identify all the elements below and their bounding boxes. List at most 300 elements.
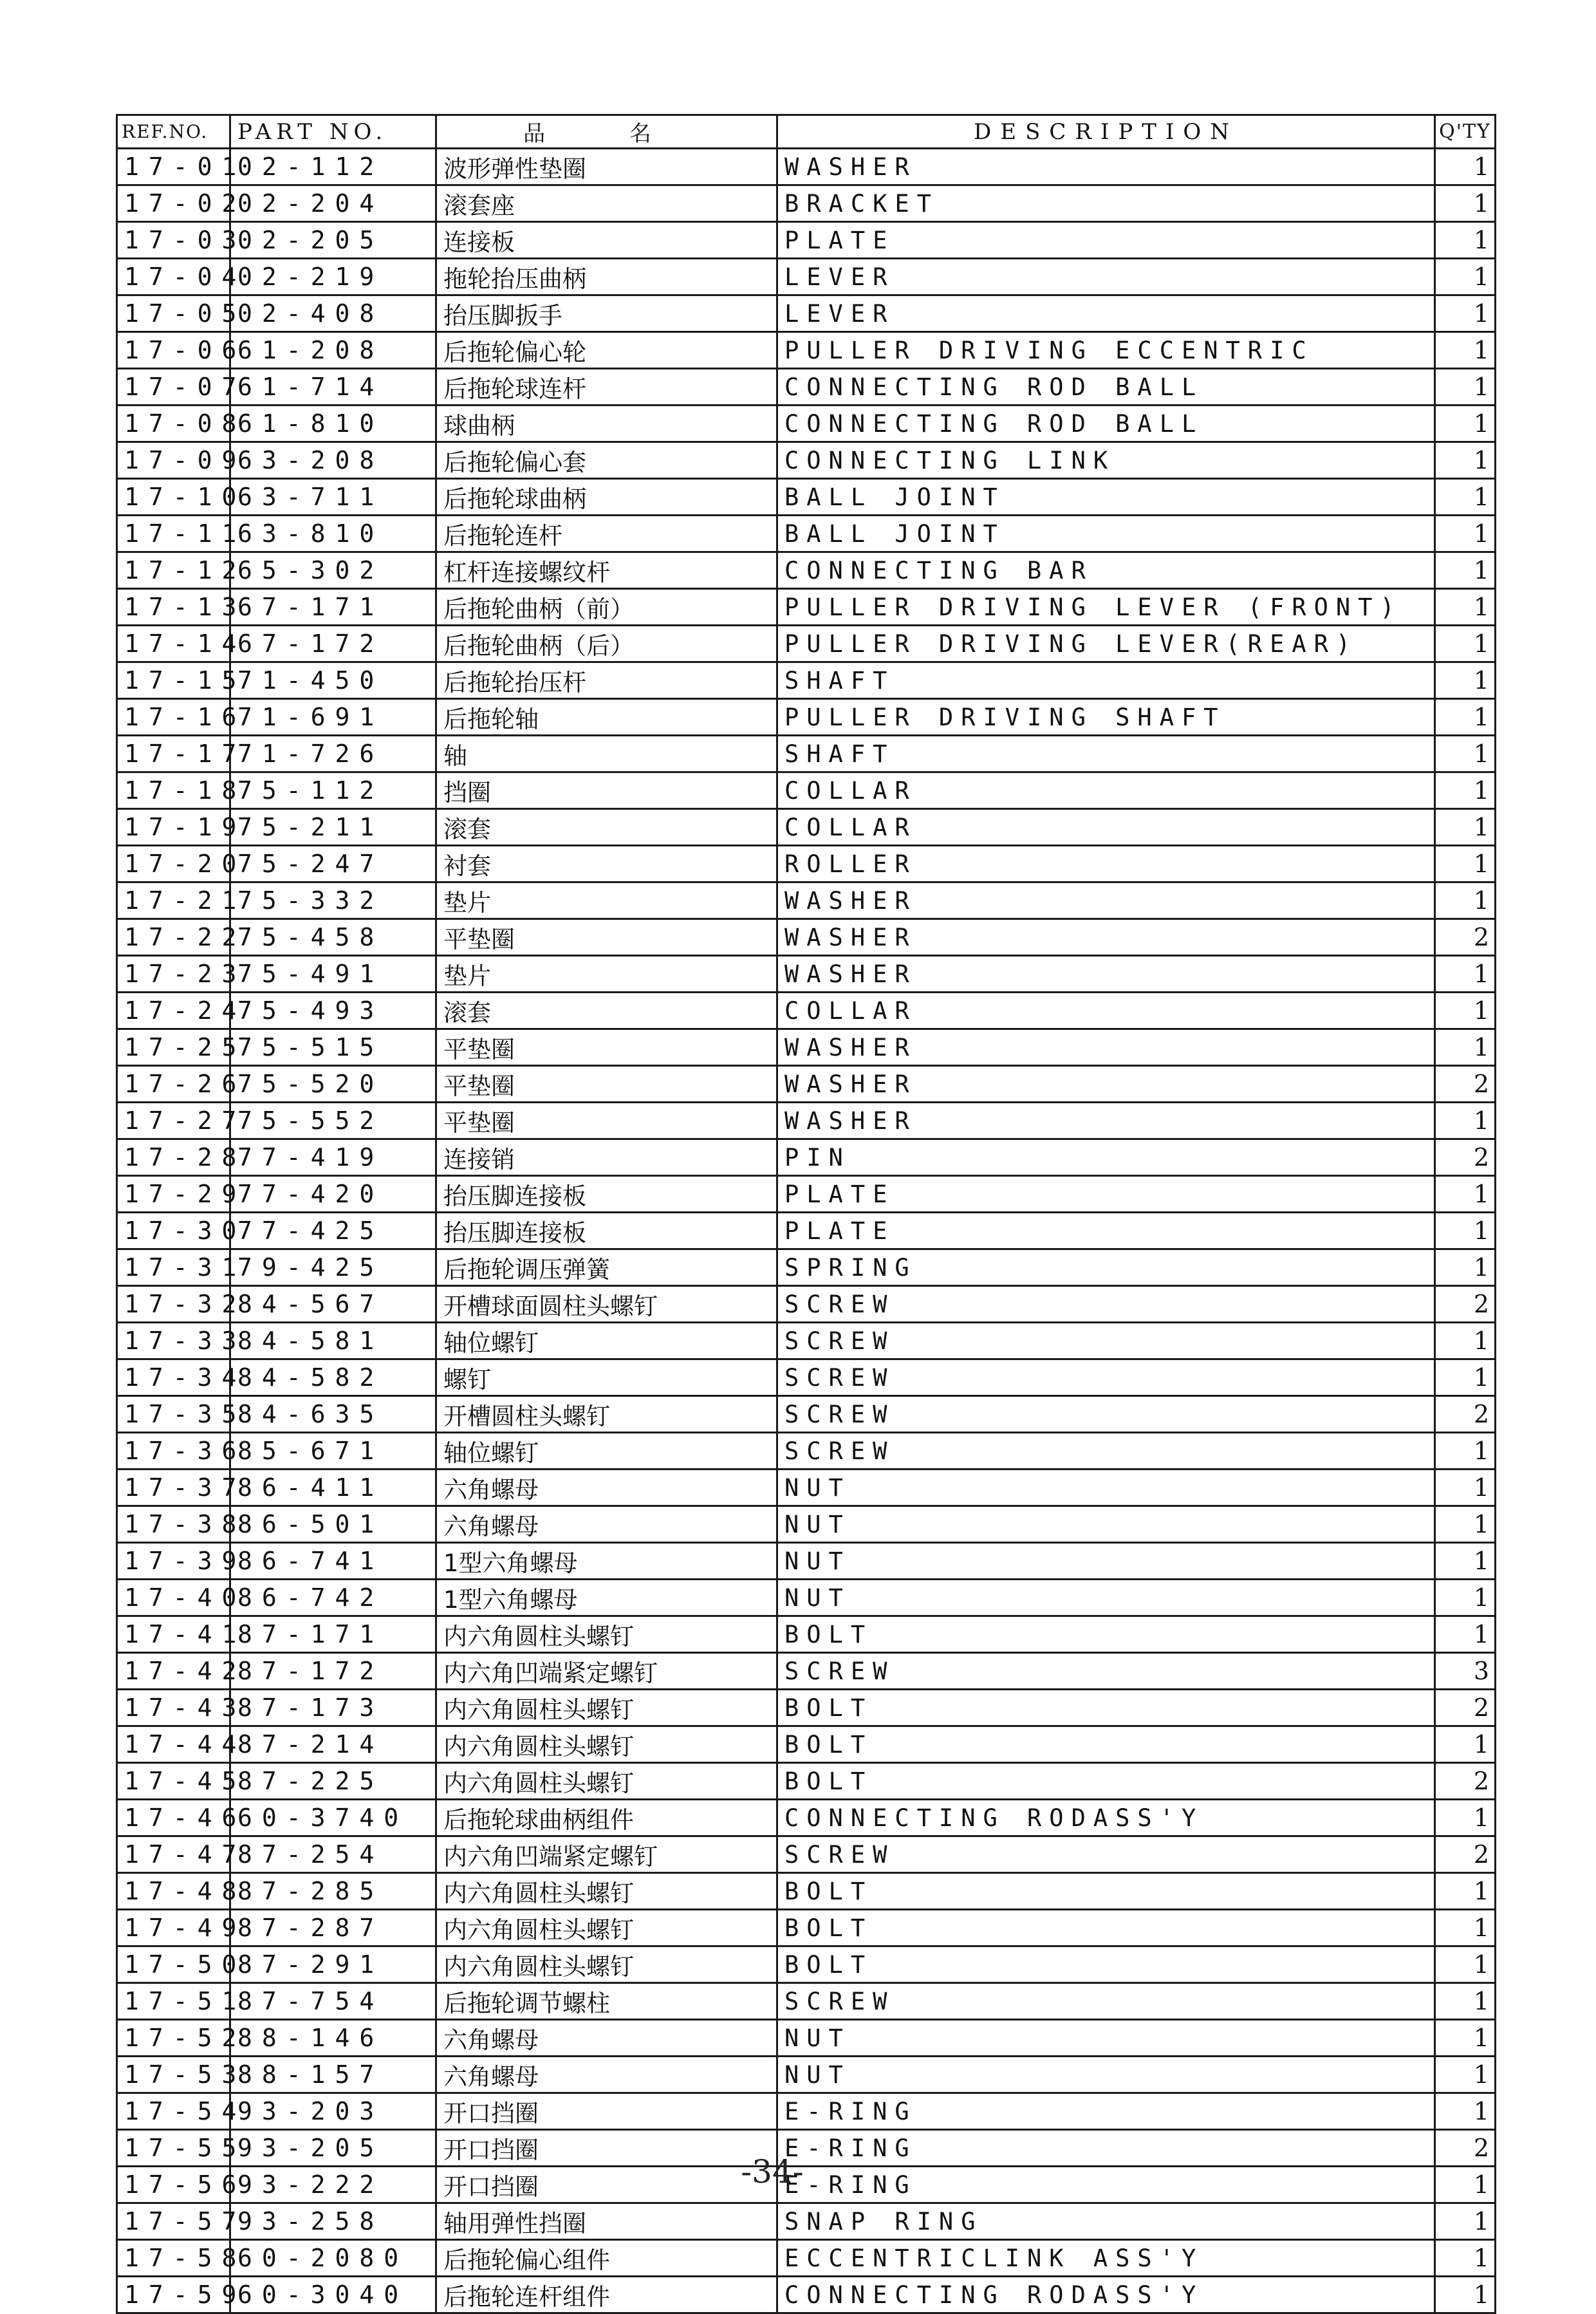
part-no-cell: 60-3040 [230,2277,436,2313]
ref-no-cell: 17-31 [117,1249,230,1286]
table-row [117,552,1496,589]
ref-no-cell: 17-40 [117,1580,230,1616]
part-no-cell: 71-450 [230,662,436,699]
description-cell: SCREW [777,1323,1435,1359]
part-no-cell: 75-247 [230,846,436,882]
ref-no-cell: 17-22 [117,919,230,956]
quantity-cell: 2 [1435,1396,1496,1433]
description-cell: BOLT [777,1946,1435,1983]
part-no-cell: 75-211 [230,809,436,846]
ref-no-cell: 17-42 [117,1653,230,1690]
table-row [117,369,1496,406]
ref-no-cell: 17-26 [117,1066,230,1103]
header-part-name-cn: 品 名 [436,115,777,149]
part-no-cell: 93-205 [230,2130,436,2167]
quantity-cell: 1 [1435,1470,1496,1506]
part-name-cn-cell: 轴用弹性挡圈 [436,2203,777,2240]
ref-no-cell: 17-06 [117,332,230,369]
part-name-cn-cell: 后拖轮曲柄（前） [436,589,777,626]
table-row [117,1910,1496,1946]
part-name-cn-cell: 开口挡圈 [436,2130,777,2167]
table-header [117,115,1496,149]
ref-no-cell: 17-37 [117,1470,230,1506]
part-no-cell: 75-458 [230,919,436,956]
ref-no-cell: 17-49 [117,1910,230,1946]
quantity-cell: 1 [1435,1726,1496,1763]
quantity-cell: 2 [1435,1066,1496,1103]
table-row [117,2277,1496,2313]
part-name-cn-cell: 螺钉 [436,1359,777,1396]
ref-no-cell: 17-03 [117,222,230,259]
table-row [117,626,1496,662]
ref-no-cell: 17-27 [117,1103,230,1139]
part-no-cell: 02-408 [230,295,436,332]
table-row [117,1249,1496,1286]
table-row [117,479,1496,516]
quantity-cell: 1 [1435,516,1496,552]
description-cell: BOLT [777,1726,1435,1763]
description-cell: CONNECTING LINK [777,442,1435,479]
quantity-cell: 1 [1435,1249,1496,1286]
description-cell: CONNECTING BAR [777,552,1435,589]
part-no-cell: 75-493 [230,993,436,1029]
description-cell: BALL JOINT [777,479,1435,516]
part-name-cn-cell: 球曲柄 [436,406,777,442]
part-name-cn-cell: 平垫圈 [436,919,777,956]
description-cell: CONNECTING RODASS'Y [777,2277,1435,2313]
description-cell: WASHER [777,1029,1435,1066]
ref-no-cell: 17-34 [117,1359,230,1396]
ref-no-cell: 17-57 [117,2203,230,2240]
table-row [117,222,1496,259]
part-name-cn-cell: 后拖轮偏心组件 [436,2240,777,2277]
ref-no-cell: 17-58 [117,2240,230,2277]
description-cell: COLLAR [777,809,1435,846]
part-name-cn-cell: 垫片 [436,882,777,919]
ref-no-cell: 17-05 [117,295,230,332]
part-name-cn-cell: 六角螺母 [436,1470,777,1506]
part-name-cn-cell: 内六角凹端紧定螺钉 [436,1836,777,1873]
quantity-cell: 1 [1435,1029,1496,1066]
part-name-cn-cell: 内六角圆柱头螺钉 [436,1873,777,1910]
quantity-cell: 1 [1435,993,1496,1029]
table-row [117,1580,1496,1616]
part-no-cell: 71-691 [230,699,436,736]
part-name-cn-cell: 挡圈 [436,772,777,809]
description-cell: SCREW [777,1286,1435,1323]
part-name-cn-cell: 连接销 [436,1139,777,1176]
part-name-cn-cell: 后拖轮球曲柄 [436,479,777,516]
table-row [117,919,1496,956]
table-row [117,1763,1496,1800]
quantity-cell: 2 [1435,1763,1496,1800]
quantity-cell: 1 [1435,1433,1496,1470]
ref-no-cell: 17-28 [117,1139,230,1176]
table-row [117,1653,1496,1690]
part-name-cn-cell: 轴 [436,736,777,772]
part-no-cell: 67-171 [230,589,436,626]
part-no-cell: 75-332 [230,882,436,919]
description-cell: SCREW [777,1359,1435,1396]
part-no-cell: 61-208 [230,332,436,369]
table-row [117,2020,1496,2057]
part-no-cell: 87-254 [230,1836,436,1873]
description-cell: NUT [777,1470,1435,1506]
ref-no-cell: 17-55 [117,2130,230,2167]
table-row [117,699,1496,736]
header-part-no: PART NO. [230,115,436,149]
description-cell: CONNECTING ROD BALL [777,369,1435,406]
table-row [117,1506,1496,1543]
ref-no-cell: 17-52 [117,2020,230,2057]
description-cell: NUT [777,2020,1435,2057]
quantity-cell: 3 [1435,1653,1496,1690]
table-row [117,1433,1496,1470]
description-cell: SNAP RING [777,2203,1435,2240]
part-no-cell: 87-287 [230,1910,436,1946]
table-row [117,2093,1496,2130]
ref-no-cell: 17-24 [117,993,230,1029]
description-cell: ECCENTRICLINK ASS'Y [777,2240,1435,2277]
ref-no-cell: 17-51 [117,1983,230,2020]
part-name-cn-cell: 开口挡圈 [436,2167,777,2203]
quantity-cell: 1 [1435,185,1496,222]
description-cell: WASHER [777,149,1435,185]
part-no-cell: 60-3740 [230,1800,436,1836]
part-name-cn-cell: 内六角圆柱头螺钉 [436,1910,777,1946]
ref-no-cell: 17-01 [117,149,230,185]
description-cell: COLLAR [777,993,1435,1029]
part-name-cn-cell: 六角螺母 [436,2020,777,2057]
part-no-cell: 88-146 [230,2020,436,2057]
quantity-cell: 1 [1435,846,1496,882]
part-name-cn-cell: 后拖轮曲柄（后） [436,626,777,662]
quantity-cell: 1 [1435,809,1496,846]
description-cell: PLATE [777,1176,1435,1213]
part-name-cn-cell: 内六角圆柱头螺钉 [436,1690,777,1726]
ref-no-cell: 17-04 [117,259,230,295]
part-name-cn-cell: 后拖轮连杆 [436,516,777,552]
description-cell: NUT [777,2057,1435,2093]
quantity-cell: 1 [1435,662,1496,699]
ref-no-cell: 17-23 [117,956,230,993]
table-row [117,516,1496,552]
part-name-cn-cell: 后拖轮调压弹簧 [436,1249,777,1286]
description-cell: WASHER [777,919,1435,956]
table-row [117,1359,1496,1396]
part-no-cell: 85-671 [230,1433,436,1470]
ref-no-cell: 17-09 [117,442,230,479]
quantity-cell: 1 [1435,479,1496,516]
part-no-cell: 86-741 [230,1543,436,1580]
part-name-cn-cell: 衬套 [436,846,777,882]
ref-no-cell: 17-14 [117,626,230,662]
quantity-cell: 1 [1435,1213,1496,1249]
quantity-cell: 1 [1435,1580,1496,1616]
ref-no-cell: 17-44 [117,1726,230,1763]
quantity-cell: 2 [1435,1139,1496,1176]
part-name-cn-cell: 滚套座 [436,185,777,222]
table-row [117,1616,1496,1653]
part-name-cn-cell: 平垫圈 [436,1103,777,1139]
ref-no-cell: 17-56 [117,2167,230,2203]
quantity-cell: 1 [1435,259,1496,295]
table-row [117,1139,1496,1176]
description-cell: BOLT [777,1616,1435,1653]
description-cell: LEVER [777,295,1435,332]
part-no-cell: 02-204 [230,185,436,222]
ref-no-cell: 17-11 [117,516,230,552]
table-row [117,1543,1496,1580]
table-row [117,332,1496,369]
quantity-cell: 1 [1435,149,1496,185]
part-name-cn-cell: 滚套 [436,993,777,1029]
ref-no-cell: 17-08 [117,406,230,442]
part-no-cell: 87-285 [230,1873,436,1910]
table-row [117,1213,1496,1249]
part-no-cell: 60-2080 [230,2240,436,2277]
table-row [117,149,1496,185]
quantity-cell: 2 [1435,2130,1496,2167]
part-name-cn-cell: 杠杆连接螺纹杆 [436,552,777,589]
description-cell: LEVER [777,259,1435,295]
quantity-cell: 1 [1435,406,1496,442]
table-row [117,406,1496,442]
part-no-cell: 93-203 [230,2093,436,2130]
part-name-cn-cell: 后拖轮连杆组件 [436,2277,777,2313]
table-row [117,259,1496,295]
ref-no-cell: 17-46 [117,1800,230,1836]
table-row [117,1176,1496,1213]
table-row [117,846,1496,882]
table-row [117,1066,1496,1103]
ref-no-cell: 17-18 [117,772,230,809]
ref-no-cell: 17-02 [117,185,230,222]
part-name-cn-cell: 抬压脚扳手 [436,295,777,332]
part-no-cell: 02-219 [230,259,436,295]
ref-no-cell: 17-10 [117,479,230,516]
part-no-cell: 84-582 [230,1359,436,1396]
table-row [117,1800,1496,1836]
part-no-cell: 86-501 [230,1506,436,1543]
ref-no-cell: 17-15 [117,662,230,699]
description-cell: BOLT [777,1910,1435,1946]
part-no-cell: 75-515 [230,1029,436,1066]
part-name-cn-cell: 轴位螺钉 [436,1433,777,1470]
part-no-cell: 87-171 [230,1616,436,1653]
ref-no-cell: 17-39 [117,1543,230,1580]
description-cell: SHAFT [777,662,1435,699]
part-no-cell: 75-520 [230,1066,436,1103]
table-row [117,736,1496,772]
part-name-cn-cell: 平垫圈 [436,1029,777,1066]
part-no-cell: 93-258 [230,2203,436,2240]
part-name-cn-cell: 内六角圆柱头螺钉 [436,1946,777,1983]
part-no-cell: 75-552 [230,1103,436,1139]
ref-no-cell: 17-48 [117,1873,230,1910]
description-cell: SCREW [777,1433,1435,1470]
ref-no-cell: 17-54 [117,2093,230,2130]
description-cell: NUT [777,1506,1435,1543]
ref-no-cell: 17-12 [117,552,230,589]
description-cell: SHAFT [777,736,1435,772]
ref-no-cell: 17-33 [117,1323,230,1359]
part-name-cn-cell: 连接板 [436,222,777,259]
part-name-cn-cell: 后拖轮球曲柄组件 [436,1800,777,1836]
part-no-cell: 63-208 [230,442,436,479]
description-cell: CONNECTING RODASS'Y [777,1800,1435,1836]
table-row [117,1470,1496,1506]
part-name-cn-cell: 后拖轮调节螺柱 [436,1983,777,2020]
part-no-cell: 86-411 [230,1470,436,1506]
part-no-cell: 93-222 [230,2167,436,2203]
part-no-cell: 77-419 [230,1139,436,1176]
quantity-cell: 1 [1435,626,1496,662]
quantity-cell: 1 [1435,1103,1496,1139]
page-number: -34- [741,2153,804,2190]
description-cell: WASHER [777,1103,1435,1139]
part-name-cn-cell: 六角螺母 [436,2057,777,2093]
part-no-cell: 65-302 [230,552,436,589]
quantity-cell: 1 [1435,332,1496,369]
quantity-cell: 1 [1435,1983,1496,2020]
quantity-cell: 1 [1435,1800,1496,1836]
part-name-cn-cell: 拖轮抬压曲柄 [436,259,777,295]
quantity-cell: 1 [1435,1323,1496,1359]
part-no-cell: 87-225 [230,1763,436,1800]
quantity-cell: 1 [1435,2240,1496,2277]
part-name-cn-cell: 开口挡圈 [436,2093,777,2130]
part-name-cn-cell: 六角螺母 [436,1506,777,1543]
part-name-cn-cell: 内六角圆柱头螺钉 [436,1726,777,1763]
ref-no-cell: 17-16 [117,699,230,736]
ref-no-cell: 17-07 [117,369,230,406]
table-row [117,2203,1496,2240]
table-row [117,442,1496,479]
part-name-cn-cell: 抬压脚连接板 [436,1176,777,1213]
part-name-cn-cell: 抬压脚连接板 [436,1213,777,1249]
description-cell: SPRING [777,1249,1435,1286]
header-row [117,115,1496,149]
description-cell: BOLT [777,1873,1435,1910]
quantity-cell: 2 [1435,1690,1496,1726]
quantity-cell: 1 [1435,2057,1496,2093]
part-name-cn-cell: 开槽球面圆柱头螺钉 [436,1286,777,1323]
part-no-cell: 84-581 [230,1323,436,1359]
quantity-cell: 1 [1435,552,1496,589]
quantity-cell: 1 [1435,2093,1496,2130]
description-cell: SCREW [777,1836,1435,1873]
part-name-cn-cell: 1型六角螺母 [436,1580,777,1616]
table-row [117,295,1496,332]
ref-no-cell: 17-20 [117,846,230,882]
description-cell: PLATE [777,222,1435,259]
table-row [117,2057,1496,2093]
quantity-cell: 1 [1435,1543,1496,1580]
description-cell: WASHER [777,882,1435,919]
part-name-cn-cell: 后拖轮偏心套 [436,442,777,479]
table-row [117,1873,1496,1910]
quantity-cell: 1 [1435,1176,1496,1213]
description-cell: WASHER [777,956,1435,993]
part-no-cell: 71-726 [230,736,436,772]
table-row [117,1029,1496,1066]
description-cell: E-RING [777,2167,1435,2203]
description-cell: BOLT [777,1763,1435,1800]
ref-no-cell: 17-25 [117,1029,230,1066]
quantity-cell: 1 [1435,369,1496,406]
part-name-cn-cell: 内六角圆柱头螺钉 [436,1616,777,1653]
quantity-cell: 1 [1435,2203,1496,2240]
part-no-cell: 61-714 [230,369,436,406]
part-no-cell: 87-172 [230,1653,436,1690]
part-name-cn-cell: 垫片 [436,956,777,993]
table-row [117,1396,1496,1433]
table-row [117,1946,1496,1983]
quantity-cell: 1 [1435,699,1496,736]
description-cell: PULLER DRIVING ECCENTRIC [777,332,1435,369]
table-row [117,662,1496,699]
quantity-cell: 1 [1435,1359,1496,1396]
ref-no-cell: 17-32 [117,1286,230,1323]
part-name-cn-cell: 内六角圆柱头螺钉 [436,1763,777,1800]
part-name-cn-cell: 后拖轮轴 [436,699,777,736]
parts-table [116,114,1496,2314]
ref-no-cell: 17-21 [117,882,230,919]
table-body [117,149,1496,2313]
description-cell: BOLT [777,1690,1435,1726]
part-no-cell: 61-810 [230,406,436,442]
table-row [117,1286,1496,1323]
table-row [117,1690,1496,1726]
table-row [117,1726,1496,1763]
ref-no-cell: 17-38 [117,1506,230,1543]
part-name-cn-cell: 后拖轮球连杆 [436,369,777,406]
table-row [117,956,1496,993]
description-cell: NUT [777,1580,1435,1616]
quantity-cell: 1 [1435,956,1496,993]
part-name-cn-cell: 轴位螺钉 [436,1323,777,1359]
part-no-cell: 87-214 [230,1726,436,1763]
description-cell: SCREW [777,1653,1435,1690]
description-cell: PLATE [777,1213,1435,1249]
header-quantity: Q'TY [1435,115,1496,149]
part-no-cell: 75-491 [230,956,436,993]
quantity-cell: 1 [1435,1873,1496,1910]
part-no-cell: 84-635 [230,1396,436,1433]
ref-no-cell: 17-50 [117,1946,230,1983]
part-name-cn-cell: 1型六角螺母 [436,1543,777,1580]
quantity-cell: 1 [1435,2020,1496,2057]
quantity-cell: 1 [1435,442,1496,479]
description-cell: SCREW [777,1396,1435,1433]
quantity-cell: 1 [1435,295,1496,332]
ref-no-cell: 17-47 [117,1836,230,1873]
part-no-cell: 79-425 [230,1249,436,1286]
part-no-cell: 63-711 [230,479,436,516]
part-name-cn-cell: 内六角凹端紧定螺钉 [436,1653,777,1690]
ref-no-cell: 17-30 [117,1213,230,1249]
ref-no-cell: 17-59 [117,2277,230,2313]
ref-no-cell: 17-53 [117,2057,230,2093]
ref-no-cell: 17-29 [117,1176,230,1213]
table-row [117,772,1496,809]
description-cell: CONNECTING ROD BALL [777,406,1435,442]
description-cell: PIN [777,1139,1435,1176]
description-cell: PULLER DRIVING LEVER (FRONT) [777,589,1435,626]
part-no-cell: 87-754 [230,1983,436,2020]
table-row [117,2240,1496,2277]
